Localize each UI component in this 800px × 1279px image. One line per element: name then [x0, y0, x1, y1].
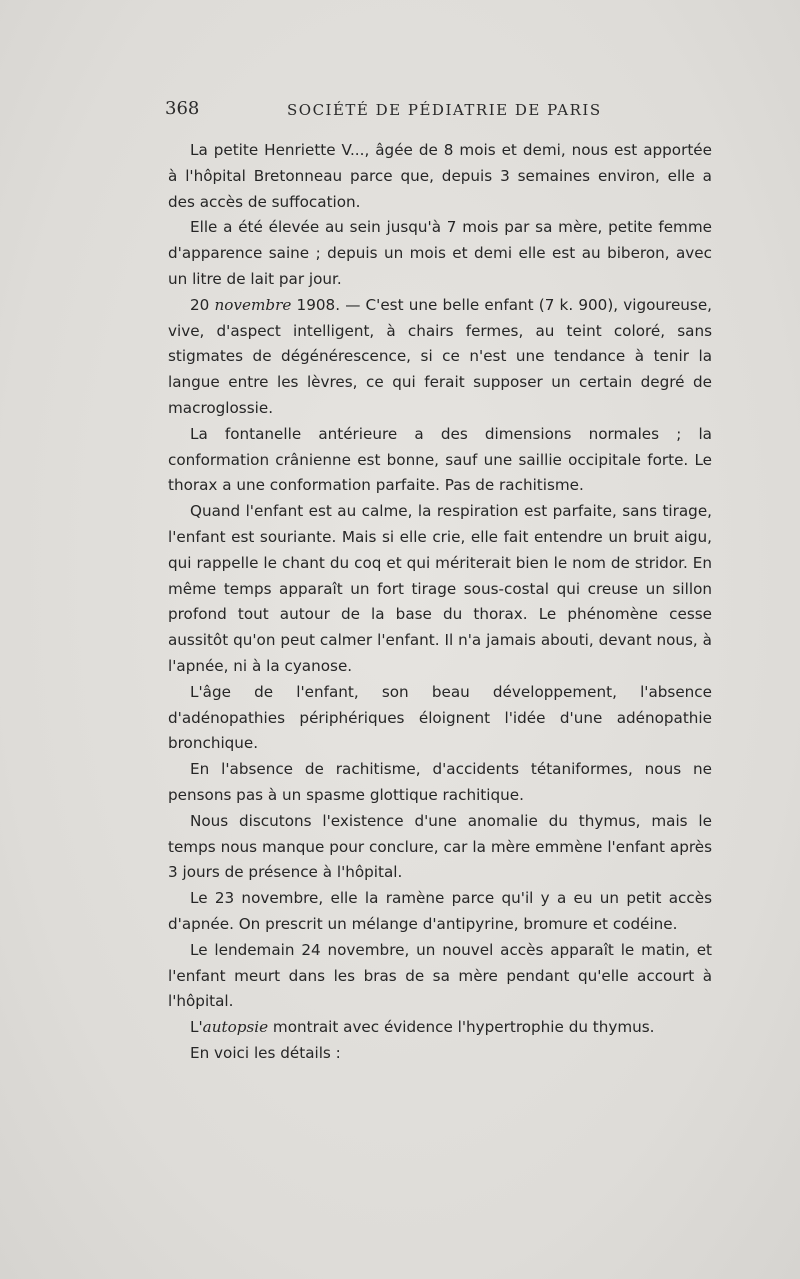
autopsie-prefix: L'	[190, 1018, 203, 1037]
paragraph-11	[168, 1015, 712, 1041]
paragraph-11-text: montrait avec évidence l'hypertrophie du thymus.	[268, 1018, 655, 1037]
paragraph-3-text: 1908. — C'est une belle enfant (7 k. 900), vigoureuse, vive, d'aspect intelligent, à chairs fermes, au teint coloré, sans stigmates de dégénérescence, si ce n'est une tendance à tenir la langue entre les lèvres, ce qui ferait supposer un certain degré de macroglossie.	[168, 295, 712, 417]
paragraph-7: En l'absence de rachitisme, d'accidents tétaniformes, nous ne pensons pas à un spasme glottique rachitique.	[168, 760, 712, 804]
paragraph-1: La petite Henriette V..., âgée de 8 mois et demi, nous est apportée à l'hôpital Bretonneau parce que, depuis 3 semaines environ, elle a des accès de suffocation.	[168, 141, 712, 211]
paragraph-5: Quand l'enfant est au calme, la respiration est parfaite, sans tirage, l'enfant est souriante. Mais si elle crie, elle fait entendre un bruit aigu, qui rappelle le chant du coq et qui mériterait bien le nom de stridor. En même temps apparaît un fort tirage sous-costal qui creuse un sillon profond tout autour de la base du thorax. Le phénomène cesse aussitôt qu'on peut calmer l'enfant. Il n'a jamais abouti, devant nous, à l'apnée, ni à la cyanose.	[168, 502, 712, 675]
date-month: novembre	[214, 295, 292, 314]
body-text	[168, 138, 712, 1067]
paragraph-12: En voici les détails :	[190, 1043, 341, 1062]
autopsie-italic: autopsie	[202, 1018, 269, 1037]
paragraph-6: L'âge de l'enfant, son beau développement, l'absence d'adénopathies périphériques éloignent l'idée d'une adénopathie bronchique.	[168, 682, 712, 753]
paragraph-10: Le lendemain 24 novembre, un nouvel accès apparaît le matin, et l'enfant meurt dans les bras de sa mère pendant qu'elle accourt à l'hôpital.	[168, 940, 712, 1011]
paragraph-4: La fontanelle antérieure a des dimensions normales ; la conformation crânienne est bonne, sauf une saillie occipitale forte. Le thorax a une conformation parfaite. Pas de rachitisme.	[168, 424, 712, 495]
paragraph-8: Nous discutons l'existence d'une anomalie du thymus, mais le temps nous manque pour conclure, car la mère emmène l'enfant après 3 jours de présence à l'hôpital.	[168, 811, 712, 882]
paragraph-3	[168, 293, 712, 422]
page-header	[165, 98, 725, 122]
paragraph-9: Le 23 novembre, elle la ramène parce qu'il y a eu un petit accès d'apnée. On prescrit un mélange d'antipyrine, bromure et codéine.	[168, 889, 712, 933]
page-number: 368	[165, 98, 200, 119]
running-head: SOCIÉTÉ DE PÉDIATRIE DE PARIS	[287, 101, 602, 119]
date-day: 20	[190, 295, 210, 314]
paragraph-2: Elle a été élevée au sein jusqu'à 7 mois par sa mère, petite femme d'apparence saine ; depuis un mois et demi elle est au biberon, avec un litre de lait par jour.	[168, 218, 712, 288]
